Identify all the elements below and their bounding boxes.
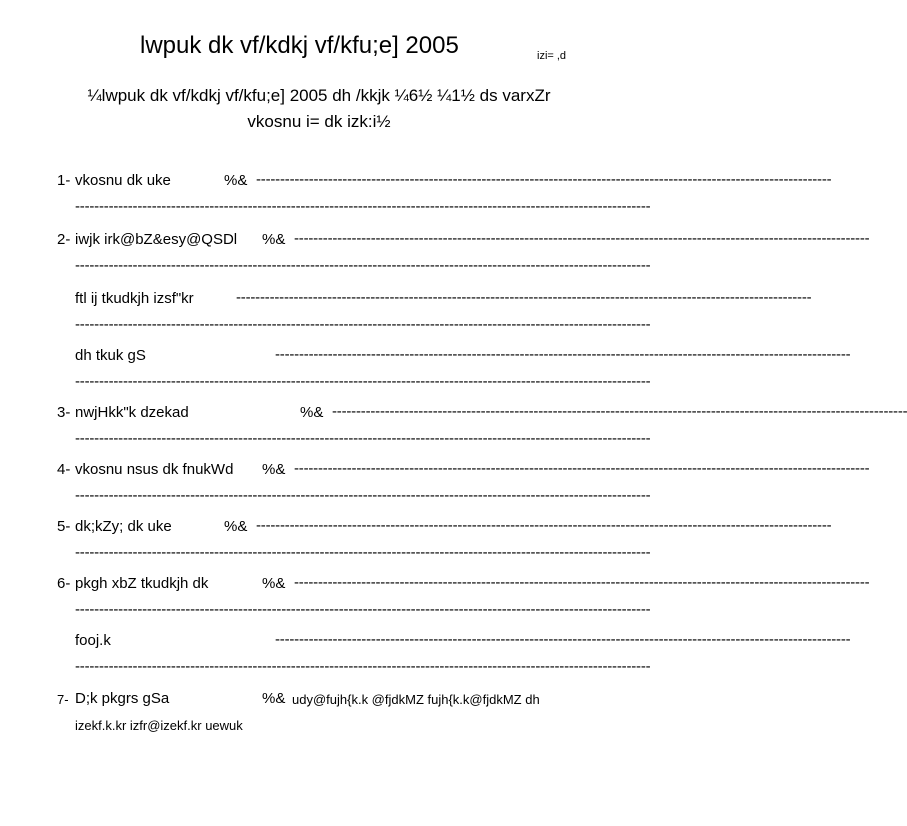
item-label: vkosnu nsus dk fnukWd xyxy=(75,461,234,478)
fill-line: ------------------------------------------------------------------------------------------------------------------------ xyxy=(75,257,651,274)
item-number: 1- xyxy=(57,172,71,189)
item-label: nwjHkk"k dzekad xyxy=(75,404,189,421)
subtitle-line-1: ¼lwpuk dk vf/kdkj vf/kfu;e] 2005 dh /kkjk ¼6½ ¼1½ ds varxZr xyxy=(87,86,551,105)
page-title: lwpuk dk vf/kdkj vf/kfu;e] 2005 xyxy=(140,32,459,59)
item-number: 7- xyxy=(57,692,69,707)
fill-line: ------------------------------------------------------------------------------------------------------------------------ xyxy=(75,658,651,675)
item-number: 3- xyxy=(57,404,71,421)
fill-line: ------------------------------------------------------------------------------------------------------------------------ xyxy=(294,574,870,591)
item-label: fooj.k xyxy=(75,632,111,649)
fill-line: ------------------------------------------------------------------------------------------------------------------------ xyxy=(294,460,870,477)
fill-line: ------------------------------------------------------------------------------------------------------------------------ xyxy=(75,430,651,447)
item-7-value-line-1: udy@fujh{k.k @fjdkMZ fujh{k.k@fjdkMZ dh xyxy=(292,692,540,707)
item-label: dk;kZy; dk uke xyxy=(75,518,172,535)
separator: %& xyxy=(262,690,286,707)
subtitle-line-2: vkosnu i= dk izk:i½ xyxy=(247,112,391,131)
separator: %& xyxy=(262,575,286,592)
separator: %& xyxy=(262,461,286,478)
item-number: 2- xyxy=(57,231,71,248)
separator: %& xyxy=(300,404,324,421)
item-label: ftl ij tkudkjh izsf"kr xyxy=(75,290,194,307)
fill-line: ------------------------------------------------------------------------------------------------------------------------ xyxy=(256,517,832,534)
separator: %& xyxy=(224,172,248,189)
separator: %& xyxy=(224,518,248,535)
fill-line: ------------------------------------------------------------------------------------------------------------------------ xyxy=(332,403,907,420)
separator: %& xyxy=(262,231,286,248)
fill-line: ------------------------------------------------------------------------------------------------------------------------ xyxy=(75,373,651,390)
item-label: iwjk irk@bZ&esy@QSDl xyxy=(75,231,238,248)
fill-line: ------------------------------------------------------------------------------------------------------------------------ xyxy=(75,544,651,561)
item-number: 6- xyxy=(57,575,71,592)
item-number: 5- xyxy=(57,518,71,535)
item-number: 4- xyxy=(57,461,71,478)
fill-line: ------------------------------------------------------------------------------------------------------------------------ xyxy=(75,601,651,618)
fill-line: ------------------------------------------------------------------------------------------------------------------------ xyxy=(75,316,651,333)
item-label: pkgh xbZ tkudkjh dk xyxy=(75,575,209,592)
fill-line: ------------------------------------------------------------------------------------------------------------------------ xyxy=(75,487,651,504)
fill-line: ------------------------------------------------------------------------------------------------------------------------ xyxy=(75,198,651,215)
fill-line: ------------------------------------------------------------------------------------------------------------------------ xyxy=(236,289,812,306)
fill-line: ------------------------------------------------------------------------------------------------------------------------ xyxy=(294,230,870,247)
item-7-value-line-2: izekf.k.kr izfr@izekf.kr uewuk xyxy=(75,718,243,733)
fill-line: ------------------------------------------------------------------------------------------------------------------------ xyxy=(256,171,832,188)
fill-line: ------------------------------------------------------------------------------------------------------------------------ xyxy=(275,631,851,648)
item-label: vkosnu dk uke xyxy=(75,172,171,189)
item-label: D;k pkgrs gSa xyxy=(75,690,170,707)
form-number: izi= ,d xyxy=(537,50,567,62)
fill-line: ------------------------------------------------------------------------------------------------------------------------ xyxy=(275,346,851,363)
item-label: dh tkuk gS xyxy=(75,347,146,364)
